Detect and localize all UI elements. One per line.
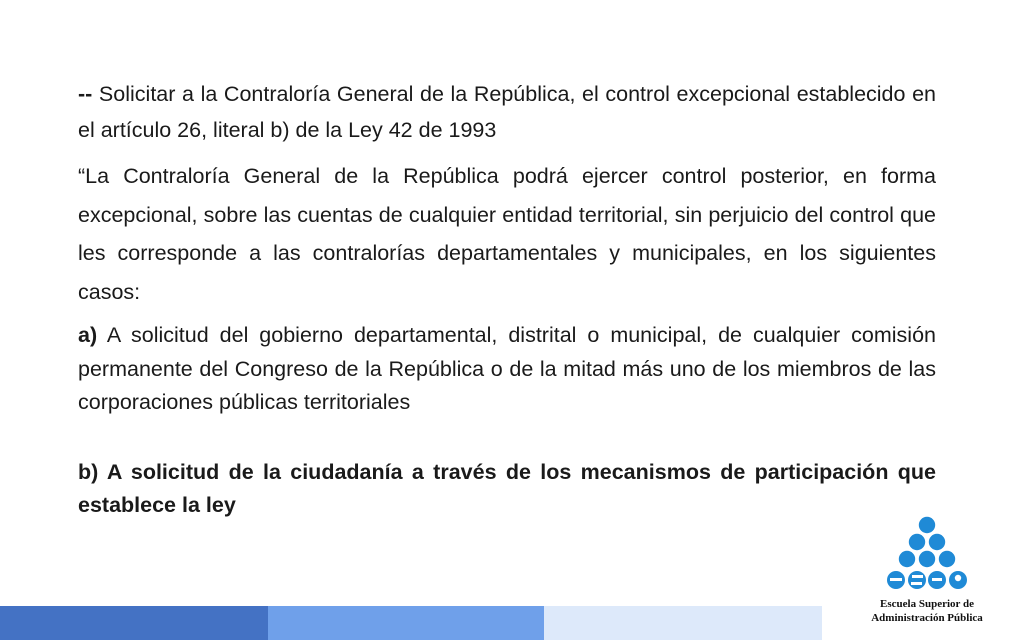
paragraph-item-a xyxy=(78,319,936,420)
item-a-text: A solicitud del gobierno departamental, distrital o municipal, de cualquier comisión permanente del Congreso de la República o de la mitad más uno de los miembros de las corporaciones públicas territoriales xyxy=(78,323,936,414)
footer-bar-segment-3 xyxy=(544,606,822,640)
paragraph-request-text: Solicitar a la Contraloría General de la República, el control excepcional establecido en el artículo 26, literal b) de la Ley 42 de 1993 xyxy=(78,82,936,142)
logo-caption-line-1: Escuela Superior de xyxy=(880,598,974,610)
item-a-marker: a) xyxy=(78,323,98,347)
slide-body xyxy=(78,76,936,531)
esap-logo-mark xyxy=(884,516,970,596)
footer-bar-segment-1 xyxy=(0,606,268,640)
paragraph-quote: “La Contraloría General de la República podrá ejercer control posterior, en forma excepcional, sobre las cuentas de cualquier entidad territorial, sin perjuicio del control que les corresponde a las contralorías departamentales y municipales, en los siguientes casos: xyxy=(78,164,936,304)
paragraph-item-b: b) A solicitud de la ciudadanía a través de los mecanismos de participación que establece la ley xyxy=(78,459,936,517)
footer-bar-segment-2 xyxy=(268,606,544,640)
esap-logo xyxy=(862,516,992,636)
paragraph-request xyxy=(78,76,936,148)
dash-lead: -- xyxy=(78,82,93,106)
logo-caption-line-2: Administración Pública xyxy=(871,612,983,624)
